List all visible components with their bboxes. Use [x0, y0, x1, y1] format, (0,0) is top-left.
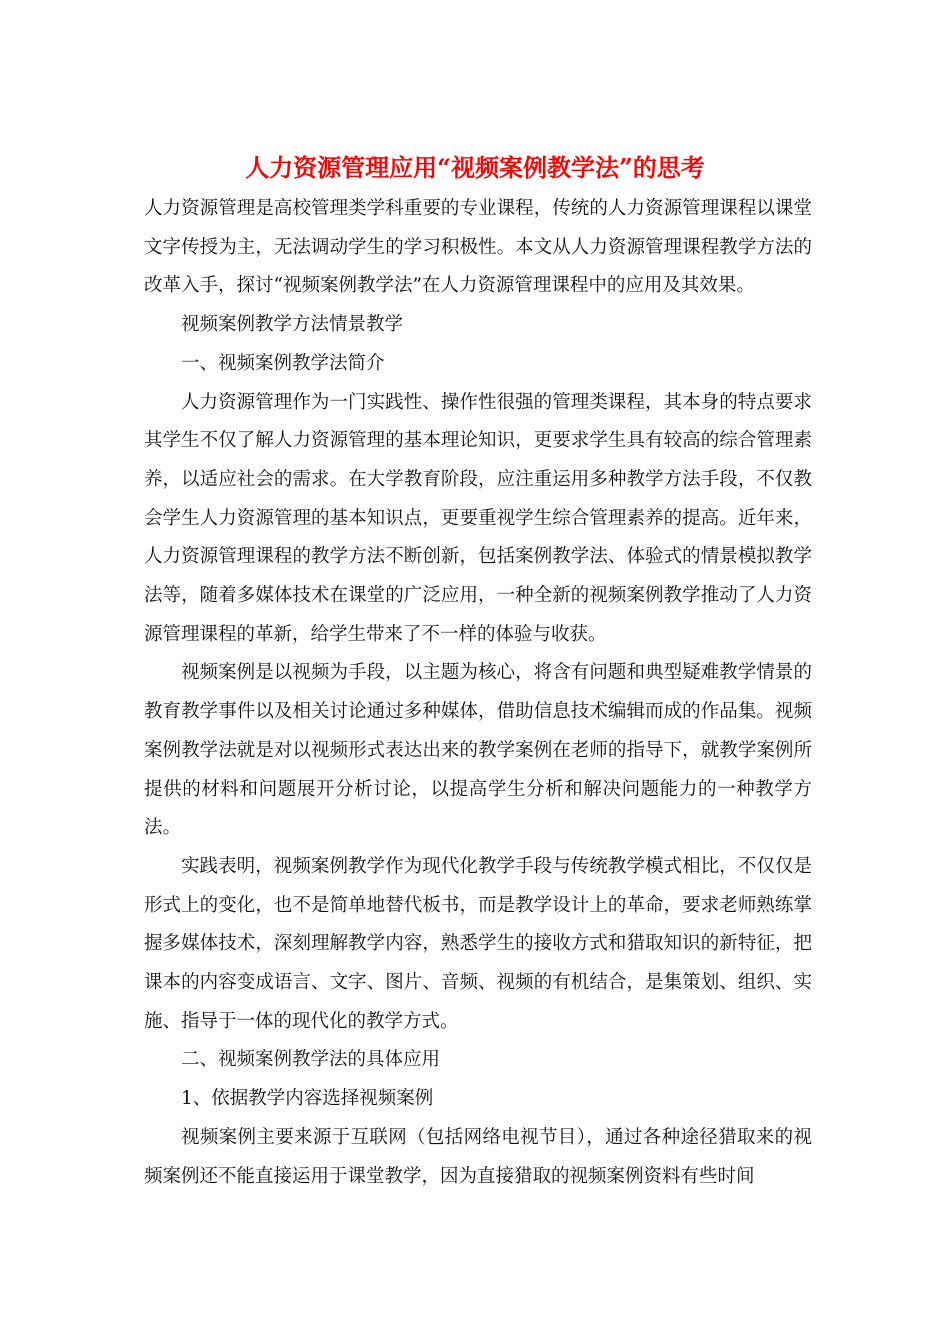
body-paragraph: 人力资源管理作为一门实践性、操作性很强的管理类课程，其本身的特点要求其学生不仅了解人力资源管理的基本理论知识，更要求学生具有较高的综合管理素养，以适应社会的需求。在大学教育阶段，应注重运用多种教学方法手段，不仅教会学生人力资源管理的基本知识点，更要重视学生综合管理素养的提高。近年来，人力资源管理课程的教学方法不断创新，包括案例教学法、体验式的情景模拟教学法等，随着多媒体技术在课堂的广泛应用，一种全新的视频案例教学推动了人力资源管理课程的革新，给学生带来了不一样的体验与收获。: [144, 391, 812, 645]
subsection-heading-1: 1、依据教学内容选择视频案例: [181, 1088, 434, 1110]
body-paragraph: 视频案例主要来源于互联网（包括网络电视节目），通过各种途径猎取来的视频案例还不能直接运用于课堂教学，因为直接猎取的视频案例资料有些时间: [144, 1126, 812, 1187]
document-title: 人力资源管理应用“视频案例教学法”的思考: [245, 153, 705, 182]
abstract-paragraph: 人力资源管理是高校管理类学科重要的专业课程，传统的人力资源管理课程以课堂文字传授为主，无法调动学生的学习积极性。本文从人力资源管理课程教学方法的改革入手，探讨“视频案例教学法”在人力资源管理课程中的应用及其效果。: [144, 198, 812, 297]
section-heading-1: 一、视频案例教学法简介: [181, 352, 385, 374]
keywords-line: 视频案例教学方法情景教学: [181, 314, 404, 336]
document-body: [144, 190, 812, 1196]
body-paragraph: 实践表明，视频案例教学作为现代化教学手段与传统教学模式相比，不仅仅是形式上的变化，也不是简单地替代板书，而是教学设计上的革命，要求老师熟练掌握多媒体技术，深刻理解教学内容，熟悉学生的接收方式和猎取知识的新特征，把课本的内容变成语言、文字、图片、音频、视频的有机结合，是集策划、组织、实施、指导于一体的现代化的教学方式。: [144, 855, 812, 1032]
body-paragraph: 视频案例是以视频为手段，以主题为核心，将含有问题和典型疑难教学情景的教育教学事件以及相关讨论通过多种媒体，借助信息技术编辑而成的作品集。视频案例教学法就是对以视频形式表达出来的教学案例在老师的指导下，就教学案例所提供的材料和问题展开分析讨论，以提高学生分析和解决问题能力的一种教学方法。: [144, 662, 812, 839]
section-heading-2: 二、视频案例教学法的具体应用: [181, 1049, 441, 1071]
